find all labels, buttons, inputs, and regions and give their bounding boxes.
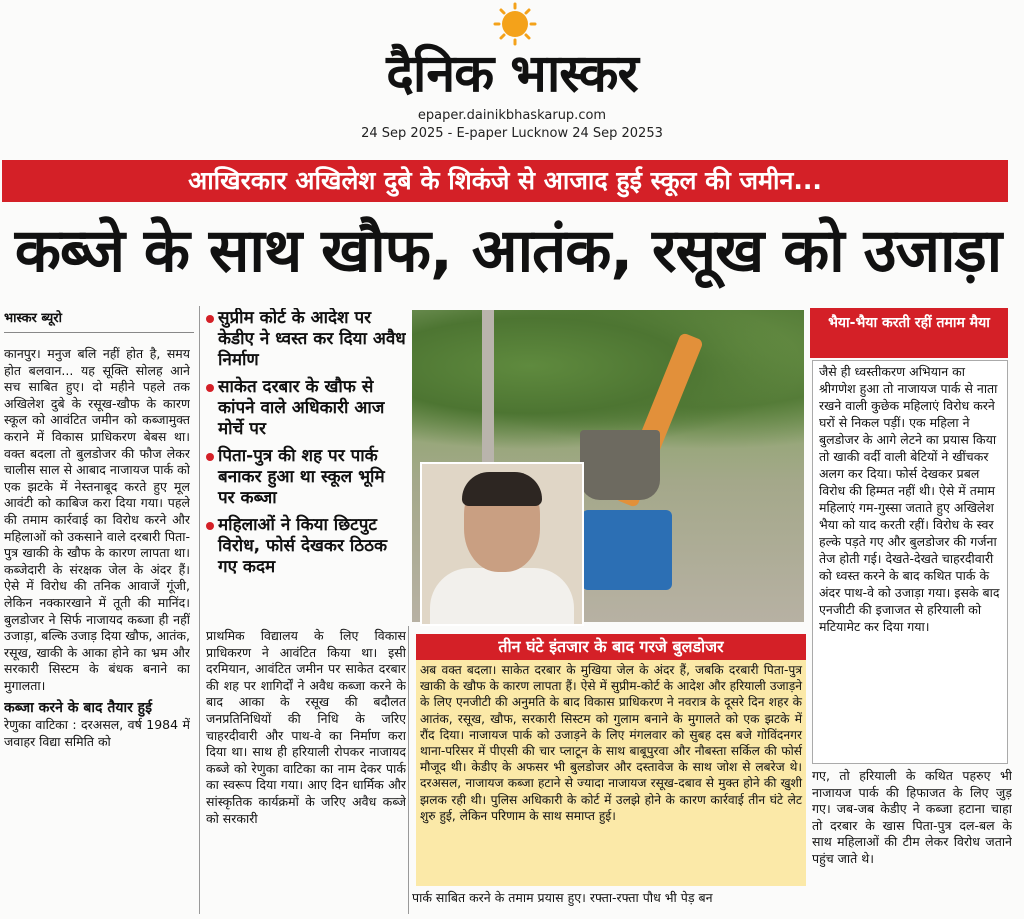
column-divider (199, 306, 200, 914)
column-4-continuation: गए, तो हरियाली के कथित पहरुए भी नाजायज पार्क की हिफाजत के लिए जुड़ गए। जब-जब केडीए ने कब्जा हटाना चाहा तो दरबार के खास पिता-पुत्र दल-बल के साथ महिलाओं की टीम लेकर विरोध जताने पहुंच जाते थे। (812, 768, 1012, 866)
column-1-intro: कानपुर। मनुज बलि नहीं होत है, समय होत बलवान... यह सूक्ति सोलह आने सच साबित हुए। दो महीने पहले तक अखिलेश दुबे के रसूख-खौफ के कारण स्कूल को आवंटित जमीन को कब्जामुक्त कराने में विकास प्राधिकरण बेबस था। वक्त बदला तो बुलडोजर की फौज लेकर चालीस साल से आबाद नाजायज पार्क को एक झटके में नेस्तनाबूद करते हुए मूल आवंटी को काबिज करा दिया गया। पहले की तमाम कार्रवाई का विरोध करने और महिलाओं को उकसाने वाले दरबारी पिता-पुत्र खाकी के खौफ के कारण लापता था। कब्जेदारी के संरक्षक जेल के अंदर हैं। ऐसे में विरोध की तनिक आवाजें गूंजी, लेकिन नक्कारखाने में तूती की मानिंद। बुलडोजर ने सिर्फ नाजायद कब्जा ही नहीं उजाड़ा, बल्कि उजाड़ दिया खौफ, आतंक, रसूख, खाकी के आका होने का भ्रम और सरकारी सिस्टम के बंधक बनाने का मुगालता। (4, 346, 190, 693)
sun-logo-icon (489, 2, 541, 46)
portrait-inset-photo (420, 462, 584, 626)
column-1-subtext: रेणुका वाटिका : दरअसल, वर्ष 1984 में जवाहर विद्या समिति को (4, 717, 190, 749)
masthead-brand: दैनिक भास्कर (386, 44, 638, 104)
kicker-banner: आखिरकार अखिलेश दुबे के शिकंजे से आजाद हुई स्कूल की जमीन... (2, 160, 1008, 202)
photo-excavator-bucket (580, 430, 660, 500)
column-2-text: प्राथमिक विद्यालय के लिए विकास प्राधिकरण ने आवंटित किया था। इसी दरमियान, आवंटित जमीन पर साकेत दरबार की शह पर शागिर्दों ने अवैध कब्जा करने के बाद आका के रसूख की बदौलत जनप्रतिनिधियों की निधि के जरिए चाहरदीवारी और पाथ-वे का निर्माण करा दिया था। साथ ही हरियाली रोपकर नाजायद कब्जे को रेणुका वाटिका का नाम देकर पार्क का स्वरूप दिया गया। आए दिन धार्मिक और सांस्कृतिक कार्यक्रमों के जरिए अवैध कब्जे को सरकारी (206, 628, 406, 826)
portrait-shirt (430, 568, 574, 626)
portrait-hair (462, 472, 542, 506)
sidebar-heading: भैया-भैया करती रहीं तमाम मैया (810, 308, 1008, 358)
highlight-item: सुप्रीम कोर्ट के आदेश पर केडीए ने ध्वस्त कर दिया अवैध निर्माण (206, 308, 406, 371)
headline: कब्जे के साथ खौफ, आतंक, रसूख को उजाड़ा (14, 216, 1002, 286)
photo-trees (412, 310, 804, 450)
photo-vehicle (582, 510, 672, 590)
column-divider (408, 626, 409, 914)
column-3-continuation: पार्क साबित करने के तमाम प्रयास हुए। रफ्ता-रफ्ता पौध भी पेड़ बन (412, 890, 713, 905)
masthead-date: 24 Sep 2025 - E-paper Lucknow 24 Sep 20253 (361, 126, 663, 141)
highlight-item: साकेत दरबार के खौफ से कांपने वाले अधिकारी आज मोर्चे पर (206, 377, 406, 440)
boxed-story-heading: तीन घंटे इंतजार के बाद गरजे बुलडोजर (416, 634, 806, 660)
highlight-item: महिलाओं ने किया छिटपुट विरोध, फोर्स देखकर ठिठक गए कदम (206, 515, 406, 578)
byline: भास्कर ब्यूरो (4, 308, 194, 333)
highlights-list (206, 308, 406, 620)
sidebar-text: जैसे ही ध्वस्तीकरण अभियान का श्रीगणेश हुआ तो नाजायज पार्क से नाता रखने वाली कुछेक महिलाएं विरोध करने घरों से निकल पड़ीं। एक महिला ने बुलडोजर के आगे लेटने का प्रयास किया तो खाकी वर्दी वाली बेटियों ने खींचकर अलग कर दिया। फोर्स देखकर प्रबल विरोध की हिम्मत नहीं थी। ऐसे में तमाम महिलाएं गम-गुस्सा जताते हुए अखिलेश भैया को याद करती रहीं। विरोध के स्वर हल्के पड़ते गए और बुलडोजर की गर्जना तेज होती गई। देखते-देखते चाहरदीवारी को ध्वस्त करने के बाद कथित पार्क के अंदर पाथ-वे को उजाड़ा गया। इसके बाद एनजीटी की इजाजत से हरियाली को मटियामेट कर दिया गया। (812, 360, 1008, 764)
masthead-url: epaper.dainikbhaskarup.com (417, 108, 607, 123)
highlight-item: पिता-पुत्र की शह पर पार्क बनाकर हुआ था स्कूल भूमि पर कब्जा (206, 446, 406, 509)
column-1-text (4, 346, 190, 906)
boxed-story-text: अब वक्त बदला। साकेत दरबार के मुखिया जेल के अंदर हैं, जबकि दरबारी पिता-पुत्र खाकी के खौफ के कारण लापता हैं। ऐसे में सुप्रीम-कोर्ट के आदेश और हरियाली उजाड़ने के लिए एनजीटी की अनुमति के बाद विकास प्राधिकरण ने नवरात्र के दूसरे दिन शहर के आतंक, रसूख, खौफ, सरकारी सिस्टम को गुलाम बनाने के मुगालते को एक झटके में रौंद दिया। नाजायज पार्क को उजाड़ने के लिए मंगलवार को सुबह दस बजे गोविंदनगर थाना-परिसर में पीएसी की चार प्लाटून के साथ बाबूपुरवा और नौबस्ता सर्किल की फोर्स मौजूद थी। केडीए के अफसर भी बुलडोजर और दस्तावेज के साथ जोश से लबरेज थे। दरअसल, नाजायज कब्जा हटाने से ज्यादा नाजायज रसूख-दबाव से मुक्त होने की खुशी झलक रही थी। पुलिस अधिकारी के कोर्ट में उलझे होने के कारण कार्रवाई तीन घंटे लेट शुरु हुई, लेकिन परिणाम के साथ समाप्त हुई। (416, 660, 806, 886)
column-1-subhead: कब्जा करने के बाद तैयार हुई (4, 700, 152, 717)
